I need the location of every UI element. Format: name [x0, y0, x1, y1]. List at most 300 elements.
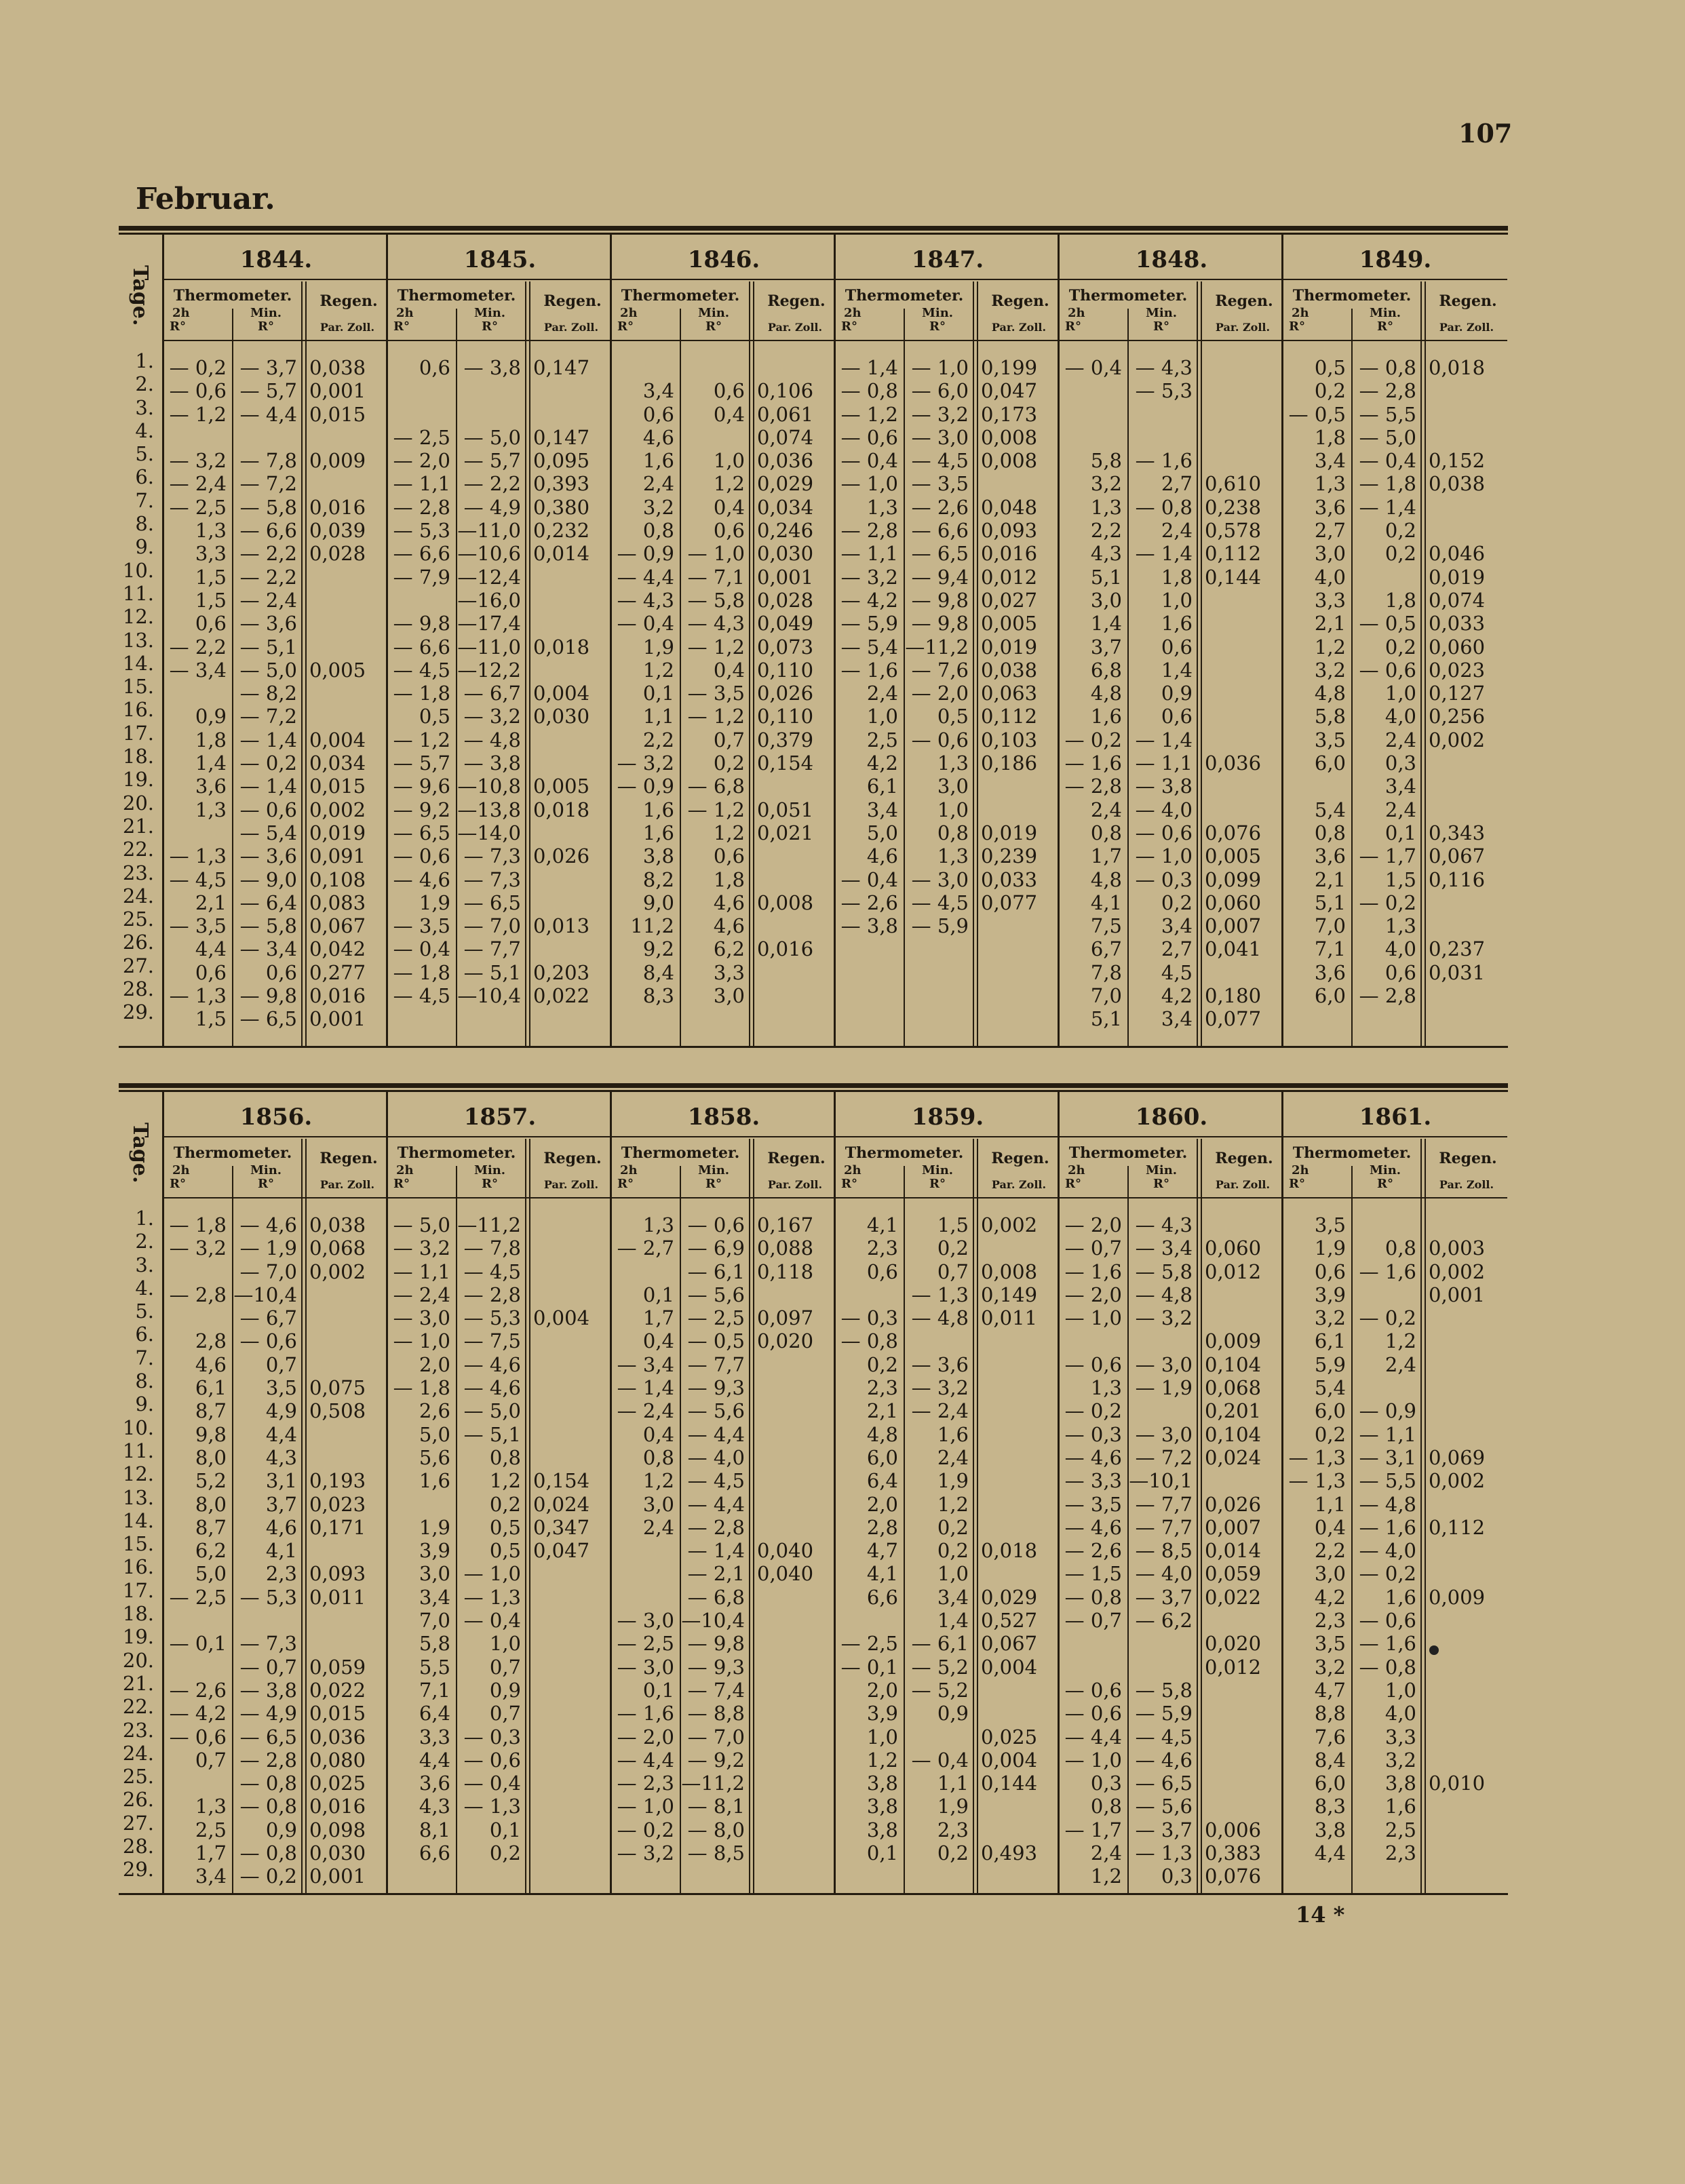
temp-2h-cell: — 3,3: [1064, 1469, 1122, 1493]
temp-min-cell: — 7,7: [1135, 1492, 1193, 1516]
temp-2h-cell: — 0,4: [617, 612, 674, 636]
rain-cell: 0,099: [1205, 867, 1262, 891]
temp-2h-cell: 2,2: [642, 728, 674, 752]
temp-min-cell: 0,6: [713, 844, 745, 868]
temp-min-cell: —14,0: [457, 821, 521, 844]
table-row: [1283, 636, 1507, 659]
temp-min-cell: — 2,5: [687, 1306, 745, 1330]
temp-2h-cell: — 0,2: [1064, 1399, 1122, 1423]
temp-2h-cell: — 2,5: [840, 1632, 898, 1656]
temp-2h-cell: 9,2: [642, 937, 674, 961]
temp-min-cell: — 3,0: [1135, 1352, 1193, 1376]
rain-cell: 0,020: [1205, 1632, 1262, 1656]
temp-2h-cell: 0,5: [419, 705, 450, 728]
table-row: [1060, 1702, 1283, 1725]
data-rows: [1060, 1213, 1283, 1888]
table-row: [1283, 1865, 1507, 1888]
table-row: [388, 1353, 612, 1376]
table-row: [1060, 1283, 1283, 1306]
temp-min-cell: 1,6: [1161, 612, 1193, 636]
temp-2h-cell: 1,3: [642, 1213, 674, 1236]
temp-2h-cell: 2,1: [1314, 867, 1346, 891]
temp-min-cell: — 3,7: [239, 356, 297, 379]
temp-2h-cell: — 4,2: [169, 1702, 227, 1725]
temp-2h-cell: 1,9: [419, 891, 450, 914]
table-row: [836, 1213, 1060, 1236]
table-row: [836, 1749, 1060, 1772]
temp-2h-cell: 0,5: [1314, 356, 1346, 379]
table-row: [836, 566, 1060, 589]
table-row: [1283, 914, 1507, 937]
two-hour-label: 2h: [620, 306, 638, 320]
rain-cell: 0,025: [981, 1725, 1038, 1749]
temp-min-cell: 0,2: [1384, 635, 1416, 659]
temp-2h-cell: — 2,8: [1064, 775, 1122, 798]
table-row: [388, 1818, 612, 1841]
table-row: [836, 472, 1060, 495]
temp-min-cell: 0,2: [1161, 891, 1193, 914]
unit-reaumur: R°: [617, 319, 634, 334]
table-row: [836, 937, 1060, 960]
rain-cell: 0,127: [1429, 682, 1486, 705]
temp-min-cell: 3,8: [1384, 1772, 1416, 1795]
temp-min-cell: — 3,2: [911, 402, 969, 426]
unit-reaumur: R°: [482, 319, 498, 334]
temp-2h-cell: — 4,5: [393, 984, 450, 1008]
temp-2h-cell: 4,7: [1314, 1678, 1346, 1702]
day-label: 24.: [122, 884, 154, 908]
temp-2h-cell: — 3,2: [169, 449, 227, 473]
rain-cell: 0,067: [981, 1632, 1038, 1656]
rain-cell: 0,239: [981, 844, 1038, 868]
temp-min-cell: — 6,7: [463, 682, 521, 705]
temp-2h-cell: — 3,0: [617, 1609, 674, 1633]
temp-min-cell: 0,6: [265, 960, 297, 984]
temp-min-cell: — 5,8: [1135, 1260, 1193, 1283]
temp-min-cell: 3,1: [265, 1469, 297, 1493]
table-row: [164, 1516, 388, 1539]
table-row: [836, 1306, 1060, 1329]
table-row: [1060, 1539, 1283, 1562]
temp-2h-cell: 3,8: [1314, 1818, 1346, 1841]
table-row: [1060, 682, 1283, 705]
temp-2h-cell: 3,9: [866, 1702, 898, 1725]
temp-min-cell: — 1,6: [1359, 1632, 1416, 1656]
rain-cell: 0,103: [981, 728, 1038, 752]
temp-2h-cell: — 6,6: [393, 635, 450, 659]
temp-2h-cell: — 2,5: [169, 1585, 227, 1609]
temp-2h-cell: — 4,6: [1064, 1515, 1122, 1539]
table-row: [836, 705, 1060, 728]
temp-2h-cell: 4,0: [1314, 565, 1346, 589]
table-row: [388, 1423, 612, 1446]
temp-min-cell: 0,4: [713, 658, 745, 682]
temp-2h-cell: 1,2: [642, 1469, 674, 1493]
day-label: 1.: [135, 349, 154, 372]
unit-reaumur: R°: [482, 1177, 498, 1191]
unit-reaumur: R°: [617, 1177, 634, 1191]
rain-cell: 0,060: [1205, 1236, 1262, 1260]
temp-min-cell: 0,7: [489, 1702, 521, 1725]
temp-2h-cell: 0,4: [642, 1329, 674, 1353]
rain-cell: 0,024: [533, 1492, 590, 1516]
header-rule: [1060, 340, 1283, 341]
table-row: [388, 1329, 612, 1352]
rain-cell: 0,067: [1429, 844, 1486, 868]
temp-min-cell: — 5,0: [463, 425, 521, 449]
rain-cell: 0,046: [1429, 542, 1486, 566]
temp-min-cell: — 3,5: [911, 472, 969, 496]
rain-cell: 0,036: [757, 449, 814, 473]
temp-2h-cell: — 1,0: [1064, 1748, 1122, 1772]
unit-reaumur: R°: [1153, 319, 1169, 334]
table-row: [1060, 798, 1283, 821]
temp-2h-cell: — 1,3: [1288, 1445, 1346, 1469]
temp-2h-cell: — 1,1: [393, 472, 450, 496]
unit-reaumur: R°: [258, 1177, 274, 1191]
unit-reaumur: R°: [170, 319, 186, 334]
day-label: 13.: [122, 628, 154, 652]
table-row: [836, 844, 1060, 867]
rain-cell: 0,343: [1429, 821, 1486, 844]
table-row: [612, 1493, 836, 1516]
temp-min-cell: 0,2: [937, 1236, 969, 1260]
table-row: [1060, 775, 1283, 798]
temp-2h-cell: — 0,6: [1064, 1678, 1122, 1702]
temp-min-cell: — 1,4: [239, 728, 297, 752]
par-zoll-label: Par. Zoll.: [319, 1178, 375, 1191]
temp-min-cell: 1,2: [937, 1492, 969, 1516]
temp-min-cell: — 4,8: [1135, 1283, 1193, 1306]
table-row: [836, 612, 1060, 635]
table-row: [836, 1399, 1060, 1422]
rain-cell: 0,009: [309, 449, 366, 473]
temp-min-cell: 2,3: [1384, 1841, 1416, 1865]
table-row: [1283, 1007, 1507, 1030]
year-heading: 1856.: [239, 1104, 313, 1131]
temp-min-cell: — 2,4: [911, 1399, 969, 1423]
day-label: 3.: [135, 395, 154, 419]
temp-min-cell: — 8,8: [687, 1702, 745, 1725]
two-hour-label: 2h: [1292, 1163, 1309, 1177]
table-row: [612, 1260, 836, 1283]
temp-min-cell: — 3,4: [1135, 1236, 1193, 1260]
table-row: [612, 1679, 836, 1702]
rain-cell: 0,074: [757, 425, 814, 449]
rain-cell: 0,083: [309, 891, 366, 914]
table-row: [612, 937, 836, 960]
rain-cell: 0,005: [1205, 844, 1262, 868]
temp-2h-cell: 1,1: [1314, 1492, 1346, 1516]
temp-2h-cell: — 1,6: [617, 1702, 674, 1725]
table-row: [164, 1702, 388, 1725]
table-row: [1060, 1516, 1283, 1539]
table-row: [388, 636, 612, 659]
regen-heading: Regen.: [991, 292, 1049, 310]
table-row: [1060, 1749, 1283, 1772]
day-label: 26.: [122, 931, 154, 954]
temp-2h-cell: — 0,8: [840, 1329, 898, 1353]
rain-cell: 0,076: [1205, 1865, 1262, 1888]
temp-min-cell: — 9,3: [687, 1376, 745, 1400]
rain-cell: 0,038: [1429, 472, 1486, 496]
temp-min-cell: —10,8: [457, 775, 521, 798]
table-row: [1060, 1795, 1283, 1818]
table-row: [612, 1865, 836, 1888]
rain-cell: 0,118: [757, 1260, 814, 1283]
temp-min-cell: — 0,3: [1135, 867, 1193, 891]
temp-min-cell: — 5,1: [463, 1422, 521, 1446]
table-row: [388, 1609, 612, 1632]
temp-2h-cell: 1,9: [642, 635, 674, 659]
temp-2h-cell: — 5,7: [393, 752, 450, 775]
table-row: [164, 612, 388, 635]
table-row: [164, 1818, 388, 1841]
temp-2h-cell: 3,4: [1314, 449, 1346, 473]
temp-2h-cell: 7,1: [1314, 937, 1346, 961]
rain-cell: 0,047: [981, 379, 1038, 403]
temp-min-cell: 1,0: [937, 798, 969, 821]
temp-min-cell: — 4,3: [1135, 356, 1193, 379]
par-zoll-label: Par. Zoll.: [767, 1178, 823, 1191]
temp-min-cell: — 2,0: [911, 682, 969, 705]
table-row: [1283, 1725, 1507, 1749]
day-label: 20.: [122, 791, 154, 815]
rain-cell: 0,073: [757, 635, 814, 659]
temp-min-cell: 0,6: [1384, 960, 1416, 984]
temp-2h-cell: 3,5: [1314, 1213, 1346, 1236]
table-row: [388, 1236, 612, 1260]
unit-reaumur: R°: [1377, 1177, 1393, 1191]
table-row: [612, 1469, 836, 1492]
two-hour-label: 2h: [1068, 306, 1085, 320]
temp-min-cell: — 6,9: [687, 1236, 745, 1260]
table-row: [1060, 728, 1283, 752]
min-label: Min.: [921, 1163, 954, 1177]
temp-2h-cell: 5,8: [1090, 449, 1122, 473]
day-label: 19.: [122, 1625, 154, 1649]
temp-2h-cell: 8,3: [642, 984, 674, 1008]
rain-cell: 0,029: [757, 472, 814, 496]
table-row: [836, 1702, 1060, 1725]
temp-2h-cell: — 1,4: [617, 1376, 674, 1400]
rain-cell: 0,015: [309, 1702, 366, 1725]
temp-2h-cell: 5,8: [1314, 705, 1346, 728]
year-rule: [388, 279, 612, 280]
temp-2h-cell: 2,0: [419, 1352, 450, 1376]
temp-min-cell: — 7,0: [687, 1725, 745, 1749]
table-row: [388, 728, 612, 752]
day-label: 2.: [135, 372, 154, 396]
table-row: [1060, 356, 1283, 379]
temp-min-cell: — 3,6: [911, 1352, 969, 1376]
temp-2h-cell: 2,4: [642, 1515, 674, 1539]
table-row: [836, 1679, 1060, 1702]
table-row: [388, 496, 612, 519]
temp-2h-cell: 0,6: [866, 1260, 898, 1283]
table-row: [612, 1283, 836, 1306]
temp-min-cell: 4,1: [265, 1539, 297, 1563]
temp-2h-cell: 1,3: [195, 519, 227, 543]
day-label: 29.: [122, 1858, 154, 1881]
temp-min-cell: 0,2: [937, 1841, 969, 1865]
rain-cell: 0,023: [309, 1492, 366, 1516]
temp-min-cell: 0,6: [1161, 705, 1193, 728]
table-row: [1283, 403, 1507, 426]
temp-min-cell: — 7,7: [687, 1352, 745, 1376]
table-row: [164, 636, 388, 659]
table-row: [164, 1562, 388, 1585]
temp-2h-cell: 2,3: [866, 1376, 898, 1400]
temp-min-cell: 0,5: [937, 705, 969, 728]
rain-cell: 0,061: [757, 402, 814, 426]
table-row: [388, 542, 612, 565]
rain-cell: 0,508: [309, 1399, 366, 1423]
par-zoll-label: Par. Zoll.: [319, 321, 375, 334]
temp-min-cell: — 5,0: [463, 1399, 521, 1423]
table-row: [388, 961, 612, 984]
rain-cell: 0,016: [309, 495, 366, 519]
temp-2h-cell: 1,6: [419, 1469, 450, 1493]
day-label: 14.: [122, 1508, 154, 1532]
temp-2h-cell: 2,4: [866, 682, 898, 705]
par-zoll-label: Par. Zoll.: [1439, 321, 1494, 334]
temp-min-cell: — 5,7: [463, 449, 521, 473]
temp-2h-cell: — 1,8: [393, 1376, 450, 1400]
rain-cell: 0,015: [309, 775, 366, 798]
rain-cell: 0,201: [1205, 1399, 1262, 1423]
temp-min-cell: — 2,8: [687, 1515, 745, 1539]
temp-2h-cell: 11,2: [630, 914, 674, 938]
table-row: [836, 984, 1060, 1007]
table-row: [1283, 659, 1507, 682]
temp-2h-cell: — 7,9: [393, 565, 450, 589]
temp-2h-cell: — 0,2: [1064, 728, 1122, 752]
par-zoll-label: Par. Zoll.: [767, 321, 823, 334]
temp-min-cell: 0,4: [713, 495, 745, 519]
rain-cell: 0,021: [757, 821, 814, 844]
rain-cell: 0,008: [981, 1260, 1038, 1283]
rain-cell: 0,002: [309, 1260, 366, 1283]
temp-2h-cell: — 9,6: [393, 775, 450, 798]
temp-2h-cell: 5,0: [195, 1562, 227, 1586]
table-row: [164, 1772, 388, 1795]
table-row: [1283, 379, 1507, 402]
temp-min-cell: — 2,2: [239, 565, 297, 589]
year-group-1846: [610, 233, 836, 1048]
temp-min-cell: 3,4: [1161, 1007, 1193, 1031]
table-row: [164, 682, 388, 705]
table-row: [164, 542, 388, 565]
rain-cell: 0,106: [757, 379, 814, 403]
rain-cell: 0,002: [1429, 1469, 1486, 1493]
table-row: [836, 1772, 1060, 1795]
table-row: [388, 1399, 612, 1422]
table-row: [1060, 752, 1283, 775]
table-row: [1060, 659, 1283, 682]
table-row: [612, 542, 836, 565]
par-zoll-label: Par. Zoll.: [991, 321, 1047, 334]
temp-2h-cell: — 3,4: [617, 1352, 674, 1376]
temp-min-cell: 0,6: [713, 379, 745, 403]
thermometer-heading: Thermometer.: [397, 287, 516, 305]
temp-2h-cell: 8,4: [1314, 1748, 1346, 1772]
par-zoll-label: Par. Zoll.: [1215, 1178, 1271, 1191]
table-row: [836, 1376, 1060, 1399]
temp-2h-cell: 4,2: [1314, 1585, 1346, 1609]
rain-cell: 0,080: [309, 1748, 366, 1772]
rain-cell: 0,015: [309, 402, 366, 426]
temp-min-cell: — 3,6: [239, 612, 297, 636]
temp-min-cell: — 5,3: [1135, 379, 1193, 403]
temp-min-cell: —12,2: [457, 658, 521, 682]
temp-2h-cell: 3,5: [1314, 1632, 1346, 1656]
temp-2h-cell: 3,4: [642, 379, 674, 403]
day-label: 12.: [122, 1462, 154, 1486]
rain-cell: 0,005: [309, 658, 366, 682]
table-row: [612, 984, 836, 1007]
temp-min-cell: — 0,8: [239, 1772, 297, 1795]
table-row: [1060, 1562, 1283, 1585]
table-row: [1060, 1423, 1283, 1446]
temp-2h-cell: 4,1: [1090, 891, 1122, 914]
temp-2h-cell: 6,0: [866, 1445, 898, 1469]
table-row: [612, 566, 836, 589]
temp-2h-cell: 1,3: [195, 1795, 227, 1818]
temp-2h-cell: 4,4: [195, 937, 227, 961]
temp-2h-cell: 6,0: [1314, 984, 1346, 1008]
temp-min-cell: — 4,0: [1135, 798, 1193, 821]
temp-2h-cell: 1,2: [866, 1748, 898, 1772]
temp-2h-cell: 5,0: [866, 821, 898, 844]
temp-2h-cell: 1,4: [195, 752, 227, 775]
temp-min-cell: — 0,2: [1359, 1306, 1416, 1330]
thermometer-heading: Thermometer.: [1292, 1144, 1412, 1162]
data-rows: [388, 356, 612, 1031]
day-label: 17.: [122, 721, 154, 745]
table-row: [388, 449, 612, 472]
temp-min-cell: 1,8: [1384, 588, 1416, 612]
rain-cell: 0,004: [533, 682, 590, 705]
temp-2h-cell: — 2,6: [1064, 1539, 1122, 1563]
table-row: [164, 496, 388, 519]
temp-min-cell: — 9,8: [911, 588, 969, 612]
year-group-1848: [1058, 233, 1283, 1048]
temp-2h-cell: — 2,2: [169, 635, 227, 659]
table-row: [388, 1306, 612, 1329]
temp-2h-cell: — 4,4: [617, 1748, 674, 1772]
temp-min-cell: — 0,8: [239, 1795, 297, 1818]
temp-2h-cell: — 2,8: [169, 1283, 227, 1306]
table-row: [164, 1586, 388, 1609]
table-row: [612, 1236, 836, 1260]
rain-cell: 0,610: [1205, 472, 1262, 496]
temp-2h-cell: 8,8: [1314, 1702, 1346, 1725]
page-number: 107: [1458, 118, 1513, 149]
day-label: 5.: [135, 442, 154, 466]
table-row: [164, 659, 388, 682]
temp-min-cell: 1,9: [937, 1469, 969, 1493]
table-row: [164, 844, 388, 867]
min-label: Min.: [697, 306, 730, 320]
temp-2h-cell: 1,8: [1314, 425, 1346, 449]
temp-2h-cell: 2,1: [195, 891, 227, 914]
temp-min-cell: — 9,8: [687, 1632, 745, 1656]
rain-cell: 0,578: [1205, 519, 1262, 543]
temp-2h-cell: 1,9: [1314, 1236, 1346, 1260]
day-label: 4.: [135, 418, 154, 442]
temp-2h-cell: — 9,2: [393, 798, 450, 821]
